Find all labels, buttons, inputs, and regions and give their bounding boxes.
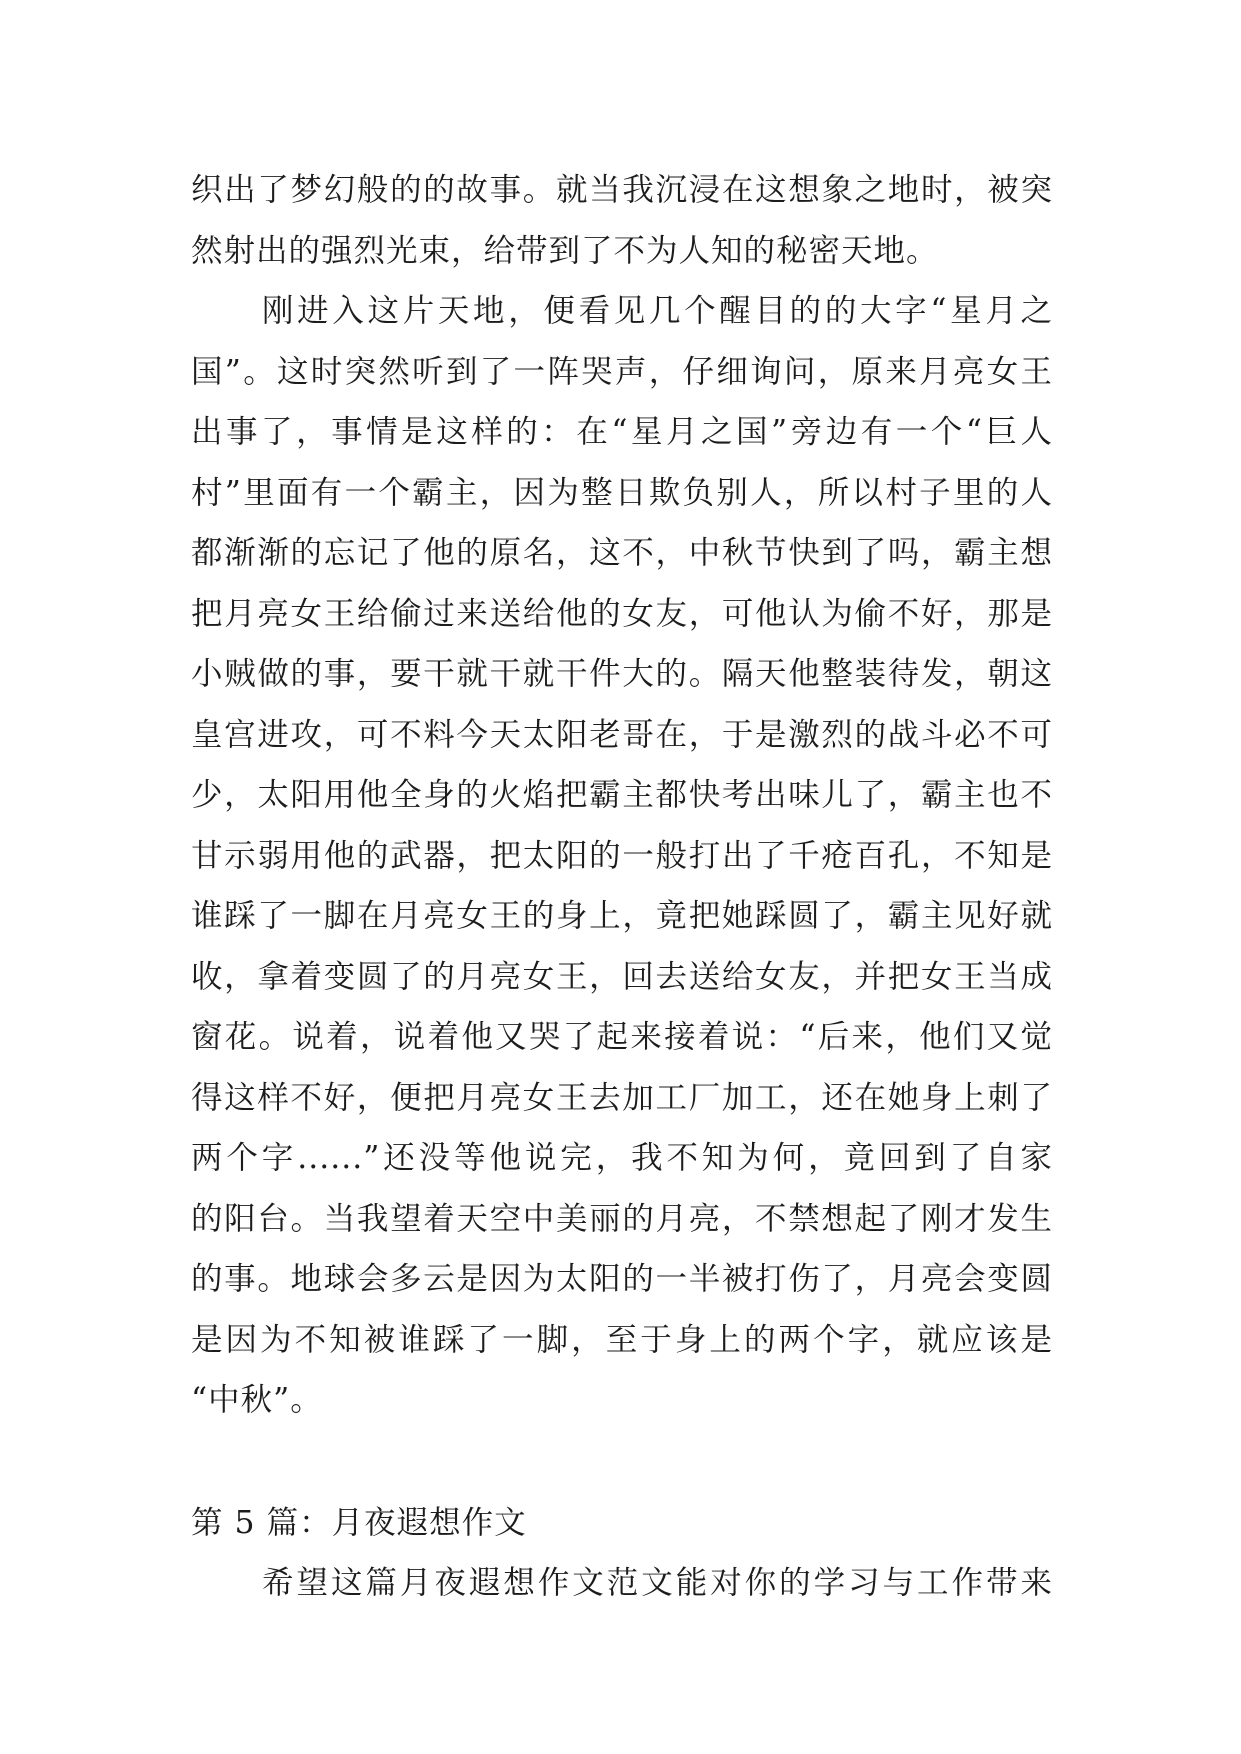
text-line: 是因为不知被谁踩了一脚，至于身上的两个字，就应该是: [191, 1321, 1053, 1358]
text-line: 皇宫进攻，可不料今天太阳老哥在，于是激烈的战斗必不可: [191, 716, 1053, 753]
text-line: 刚进入这片天地，便看见几个醒目的的大字“星月之: [262, 293, 1053, 329]
text-line: 小贼做的事，要干就干就干件大的。隔天他整装待发，朝这: [191, 656, 1053, 692]
text-line: 村”里面有一个霸主，因为整日欺负别人，所以村子里的人: [191, 474, 1053, 511]
text-line: 得这样不好，便把月亮女王去加工厂加工，还在她身上刺了: [191, 1079, 1053, 1116]
text-line: 国”。这时突然听到了一阵哭声，仔细询问，原来月亮女王: [191, 353, 1053, 390]
text-line: 两个字......”还没等他说完，我不知为何，竟回到了自家: [191, 1140, 1053, 1176]
text-line: “中秋”。: [191, 1382, 323, 1418]
document-body: [191, 160, 1053, 1614]
text-line: 的事。地球会多云是因为太阳的一半被打伤了，月亮会变圆: [191, 1261, 1053, 1297]
text-line: 收，拿着变圆了的月亮女王，回去送给女友，并把女王当成: [191, 958, 1053, 995]
paragraph-2: [191, 281, 1053, 1431]
section-title: 第 5 篇：月夜遐想作文: [191, 1504, 527, 1541]
text-line: 都渐渐的忘记了他的原名，这不，中秋节快到了吗，霸主想: [191, 535, 1053, 571]
text-line: 少，太阳用他全身的火焰把霸主都快考出味儿了，霸主也不: [191, 777, 1053, 813]
text-line: 的阳台。当我望着天空中美丽的月亮，不禁想起了刚才发生: [191, 1200, 1053, 1237]
text-line: 出事了，事情是这样的：在“星月之国”旁边有一个“巨人: [191, 414, 1053, 450]
text-line: 然射出的强烈光束，给带到了不为人知的秘密天地。: [191, 232, 939, 269]
text-line: 窗花。说着，说着他又哭了起来接着说：“后来，他们又觉: [191, 1019, 1053, 1055]
section-intro: 希望这篇月夜遐想作文范文能对你的学习与工作带来: [262, 1565, 1053, 1601]
paragraph-1: [191, 160, 1053, 281]
section-spacer: [191, 1431, 1053, 1493]
text-line: 把月亮女王给偷过来送给他的女友，可他认为偷不好，那是: [191, 595, 1053, 632]
text-line: 甘示弱用他的武器，把太阳的一般打出了千疮百孔，不知是: [191, 837, 1053, 874]
text-line: 织出了梦幻般的的故事。就当我沉浸在这想象之地时，被突: [191, 172, 1053, 208]
text-line: 谁踩了一脚在月亮女王的身上，竟把她踩圆了，霸主见好就: [191, 898, 1053, 934]
